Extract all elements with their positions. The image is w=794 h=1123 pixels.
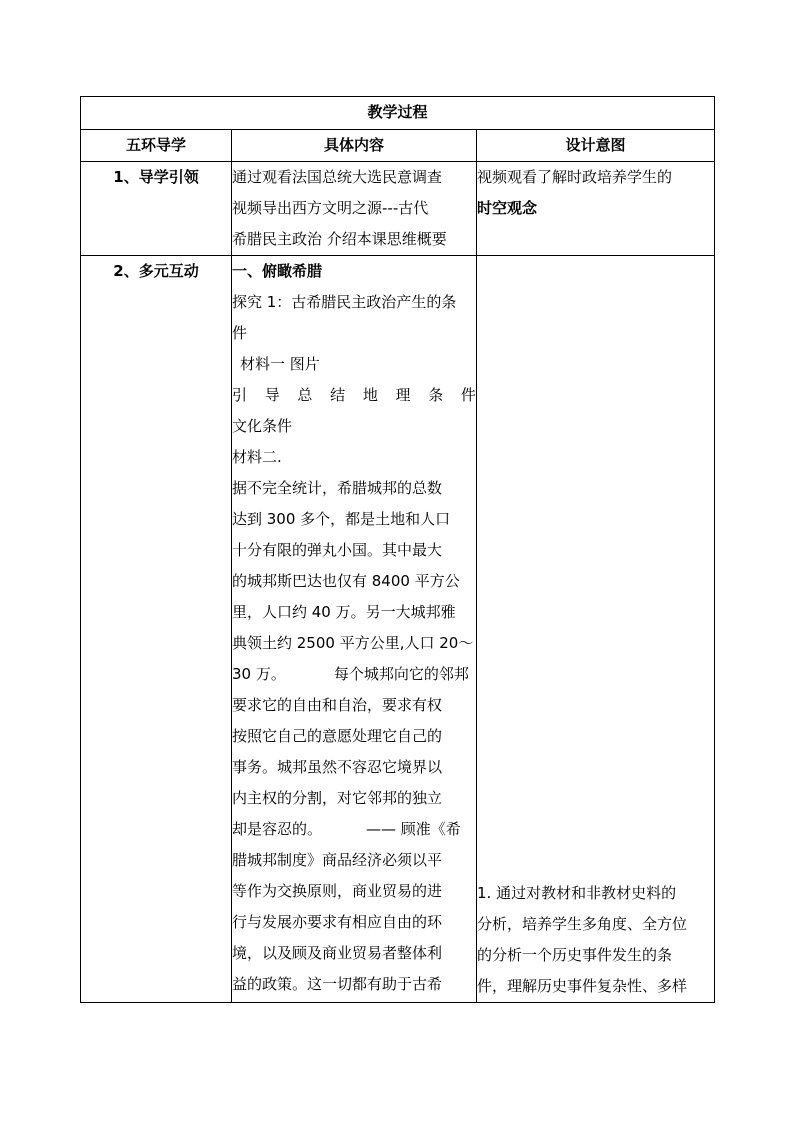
- material-text-line: 境，以及顾及商业贸易者整体利: [232, 944, 443, 962]
- material-text-line: [232, 814, 476, 845]
- content-line: 希腊民主政治 介绍本课思维概要: [232, 230, 447, 248]
- design-line-bold: 时空观念: [477, 199, 538, 217]
- guide-char: 件: [460, 386, 476, 404]
- table-row: [81, 256, 715, 1003]
- design-line: 件，理解历史事件复杂性、多样: [477, 977, 688, 995]
- material-fragment: 却是容忍的。: [232, 820, 323, 838]
- material-text-line: 里，人口约 40 万。另一大城邦雅: [232, 603, 456, 621]
- table-row: [81, 162, 715, 256]
- design-spacer: [477, 256, 714, 878]
- design-cell: [477, 256, 715, 1003]
- design-line: 的分析一个历史事件发生的条: [477, 946, 673, 964]
- material-text-line: 据不完全统计，希腊城邦的总数: [232, 479, 443, 497]
- material-two: 材料二.: [232, 448, 282, 466]
- material-one: 材料一 图片: [240, 355, 320, 373]
- culture-condition: 文化条件: [232, 417, 293, 435]
- material-text-line: 腊城邦制度》商品经济必须以平: [232, 851, 443, 869]
- material-text-line: 的城邦斯巴达也仅有 8400 平方公: [232, 572, 460, 590]
- explore-question: 探究 1：古希腊民主政治产生的条: [232, 293, 457, 311]
- material-fragment: 每个城邦向它的邻邦: [333, 665, 469, 683]
- guide-char: 结: [330, 386, 346, 404]
- material-text-line: 要求它的自由和自治，要求有权: [232, 696, 443, 714]
- material-text-line: 事务。城邦虽然不容忍它境界以: [232, 758, 443, 776]
- material-text-line: 十分有限的弹丸小国。其中最大: [232, 541, 443, 559]
- guide-char: 导: [264, 386, 280, 404]
- material-text-line: 典领土约 2500 平方公里,人口 20～: [232, 634, 474, 652]
- stage-label: 2、多元互动: [113, 262, 199, 280]
- stage-cell: [81, 162, 232, 256]
- material-text-line: 内主权的分割，对它邻邦的独立: [232, 789, 443, 807]
- section-heading: 一、俯瞰希腊: [232, 262, 323, 280]
- content-line: 视频导出西方文明之源---古代: [232, 199, 429, 217]
- guide-summary: [232, 380, 476, 411]
- content-cell: [232, 256, 477, 1003]
- content-cell: [232, 162, 477, 256]
- guide-char: 地: [362, 386, 378, 404]
- table-title: 教学过程: [81, 97, 715, 130]
- guide-char: 条: [428, 386, 444, 404]
- material-text-line: 等作为交换原则，商业贸易的进: [232, 882, 443, 900]
- guide-char: 引: [232, 386, 248, 404]
- design-cell: [477, 162, 715, 256]
- material-text-line: 益的政策。这一切都有助于古希: [232, 975, 443, 993]
- header-design: 设计意图: [477, 130, 715, 162]
- header-content: 具体内容: [232, 130, 477, 162]
- guide-char: 理: [395, 386, 411, 404]
- header-stage: 五环导学: [81, 130, 232, 162]
- teaching-process-table: [80, 96, 715, 1003]
- design-line: 1. 通过对教材和非教材史料的: [477, 884, 677, 902]
- explore-question-cont: 件: [232, 324, 248, 342]
- stage-cell: [81, 256, 232, 1003]
- material-text-line: 按照它自己的意愿处理它自己的: [232, 727, 443, 745]
- material-fragment: —— 顾准《希: [366, 820, 461, 838]
- material-text-line: 达到 300 多个，都是土地和人口: [232, 510, 451, 528]
- material-text-line: 行与发展亦要求有相应自由的环: [232, 913, 443, 931]
- stage-label: 1、导学引领: [113, 168, 199, 186]
- design-line: 分析，培养学生多角度、全方位: [477, 915, 688, 933]
- material-fragment: 30 万。: [232, 665, 286, 683]
- content-line: 通过观看法国总统大选民意调查: [232, 168, 443, 186]
- design-line: 视频观看了解时政培养学生的: [477, 168, 673, 186]
- material-text-line: [232, 659, 476, 690]
- guide-char: 总: [297, 386, 313, 404]
